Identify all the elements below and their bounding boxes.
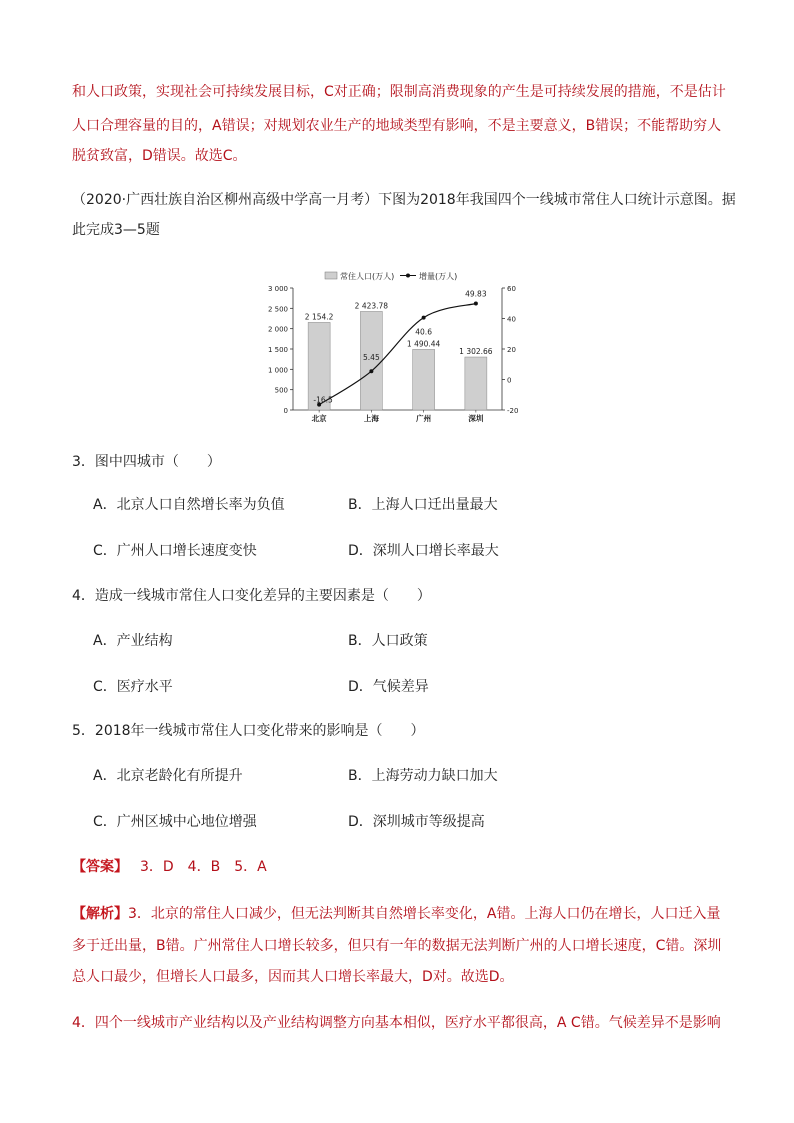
q4-option-d[interactable]: D．气候差异 bbox=[348, 679, 429, 695]
answer-line bbox=[72, 857, 267, 877]
y-left-tick-label: 1 000 bbox=[267, 366, 288, 375]
q3-option-b[interactable]: B．上海人口迁出量最大 bbox=[348, 497, 498, 513]
legend-bar-label: 常住人口(万人) bbox=[340, 272, 395, 281]
increment-point bbox=[369, 369, 373, 373]
legend-line-label: 增量(万人) bbox=[419, 272, 458, 281]
increment-line bbox=[319, 304, 476, 405]
q5-option-b[interactable]: B．上海劳动力缺口加大 bbox=[348, 768, 498, 784]
population-chart bbox=[250, 262, 530, 432]
bar-value-label: 2 154.2 bbox=[304, 312, 334, 322]
bar bbox=[465, 357, 487, 410]
x-tick-label: 深圳 bbox=[468, 414, 484, 423]
y-right-tick-label: 20 bbox=[507, 346, 516, 354]
q4-option-a[interactable]: A．产业结构 bbox=[93, 633, 173, 649]
intro-line-2: 人口合理容量的目的，A错误；对规划农业生产的地域类型有影响，不是主要意义，B错误；不能帮助穷人 bbox=[72, 118, 722, 134]
q5-option-d[interactable]: D．深圳城市等级提高 bbox=[348, 814, 485, 830]
y-left-tick-label: 0 bbox=[283, 407, 288, 415]
intro-line-3: 脱贫致富，D错误。故选C。 bbox=[72, 148, 247, 164]
y-left-tick-label: 2 000 bbox=[267, 325, 288, 334]
analysis-text-1: 3．北京的常住人口减少，但无法判断其自然增长率变化，A错。上海人口仍在增长，人口迁入量 bbox=[128, 906, 721, 922]
y-left-tick-label: 1 500 bbox=[267, 346, 288, 354]
legend-bar-swatch bbox=[325, 272, 337, 279]
y-left-tick-label: 2 500 bbox=[267, 305, 288, 314]
x-tick-label: 广州 bbox=[416, 414, 432, 423]
q4-option-b[interactable]: B．人口政策 bbox=[348, 633, 428, 649]
legend bbox=[325, 271, 457, 281]
x-tick-label: 北京 bbox=[311, 414, 327, 423]
bar-value-label: 1 490.44 bbox=[406, 339, 441, 349]
bar bbox=[413, 349, 435, 410]
q4-option-c[interactable]: C．医疗水平 bbox=[93, 679, 173, 695]
question-3-stem: 3．图中四城市（ ） bbox=[72, 454, 221, 470]
analysis-line-4: 4．四个一线城市产业结构以及产业结构调整方向基本相似，医疗水平都很高，A C错。气候差异不是影响 bbox=[72, 1015, 721, 1031]
stem-line-2: 此完成3—5题 bbox=[72, 222, 160, 238]
q3-option-c[interactable]: C．广州人口增长速度变快 bbox=[93, 543, 257, 559]
increment-point bbox=[474, 302, 478, 306]
answer-text: 3．D 4．B 5．A bbox=[140, 859, 267, 875]
analysis-line-3: 总人口最少，但增长人口最多，因而其人口增长率最大，D对。故选D。 bbox=[72, 969, 514, 985]
bar-value-label: 2 423.78 bbox=[354, 301, 389, 311]
y-right-tick-label: 0 bbox=[507, 376, 512, 385]
analysis-line-1 bbox=[72, 904, 720, 924]
y-left-tick-label: 3 000 bbox=[267, 285, 288, 293]
bar-value-label: 1 302.66 bbox=[459, 347, 493, 357]
y-right-tick-label: 40 bbox=[507, 315, 516, 324]
answer-tag: 【答案】 bbox=[72, 859, 128, 875]
q3-option-d[interactable]: D．深圳人口增长率最大 bbox=[348, 543, 499, 559]
question-4-stem: 4．造成一线城市常住人口变化差异的主要因素是（ ） bbox=[72, 588, 431, 604]
y-right-tick-label: 60 bbox=[507, 285, 516, 293]
analysis-line-2: 多于迁出量，B错。广州常住人口增长较多，但只有一年的数据无法判断广州的人口增长速度，C错。深圳 bbox=[72, 938, 722, 954]
q5-option-c[interactable]: C．广州区城中心地位增强 bbox=[93, 814, 257, 830]
increment-value-label: 49.83 bbox=[465, 289, 487, 299]
plot-area bbox=[268, 285, 518, 423]
intro-line-1: 和人口政策，实现社会可持续发展目标，C对正确；限制高消费现象的产生是可持续发展的措施，不是估计 bbox=[72, 84, 726, 100]
increment-value-label: -16.5 bbox=[313, 395, 333, 405]
y-left-tick-label: 500 bbox=[274, 386, 288, 395]
y-right-tick-label: -20 bbox=[507, 407, 519, 415]
increment-value-label: 5.45 bbox=[363, 353, 380, 363]
analysis-tag: 【解析】 bbox=[72, 906, 128, 922]
q5-option-a[interactable]: A．北京老龄化有所提升 bbox=[93, 768, 243, 784]
x-tick-label: 上海 bbox=[363, 414, 379, 423]
question-5-stem: 5．2018年一线城市常住人口变化带来的影响是（ ） bbox=[72, 723, 425, 739]
stem-line-1: （2020·广西壮族自治区柳州高级中学高一月考）下图为2018年我国四个一线城市常住人口统计示意图。据 bbox=[72, 192, 736, 208]
q3-option-a[interactable]: A．北京人口自然增长率为负值 bbox=[93, 497, 285, 513]
increment-point bbox=[422, 316, 426, 320]
legend-line-marker bbox=[406, 274, 410, 278]
increment-value-label: 40.6 bbox=[415, 327, 432, 337]
